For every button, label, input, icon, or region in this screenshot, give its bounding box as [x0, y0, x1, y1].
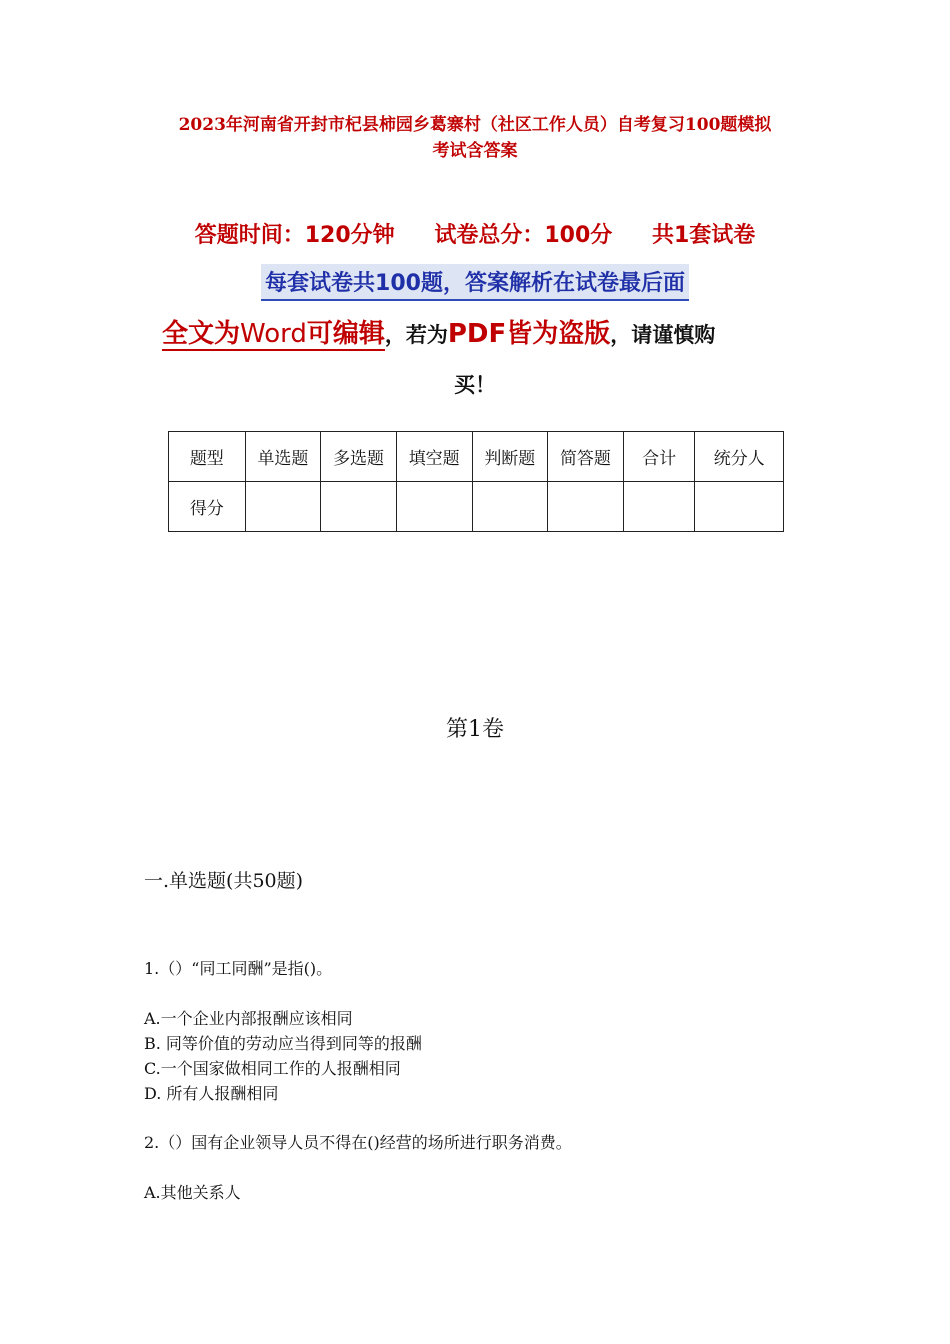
- question-2: [144, 1130, 572, 1205]
- notice-text-7: 买！: [454, 373, 496, 397]
- header-cell: 单选题: [245, 432, 321, 482]
- header-cell: 题型: [169, 432, 246, 482]
- option-d: D. 所有人报酬相同: [144, 1084, 279, 1103]
- section-heading: 一.单选题(共50题): [144, 870, 304, 892]
- notice-text-6: ，请谨慎购: [610, 323, 716, 347]
- title-line-1: 2023年河南省开封市杞县柿园乡葛寨村（社区工作人员）自考复习100题模拟: [178, 115, 772, 135]
- option-a: A.其他关系人: [144, 1183, 241, 1202]
- question-1: [144, 956, 422, 1106]
- notice-word: Word: [240, 319, 307, 349]
- exam-time: 答题时间：120分钟: [194, 223, 395, 248]
- title-line-2: 考试含答案: [432, 141, 518, 161]
- score-cell: [548, 482, 624, 532]
- exam-set-count: 共1套试卷: [651, 223, 756, 248]
- option-b: B. 同等价值的劳动应当得到同等的报酬: [144, 1034, 422, 1053]
- option-a: A.一个企业内部报酬应该相同: [144, 1009, 353, 1028]
- question-stem: 1.（）“同工同酬”是指()。: [144, 959, 333, 978]
- notice-part-1: [162, 319, 385, 351]
- notice-text-3: 可编辑: [306, 319, 385, 349]
- score-cell: [245, 482, 321, 532]
- score-table-score-row: [169, 482, 784, 532]
- score-table: [168, 431, 784, 532]
- volume-heading: 第1卷: [446, 717, 504, 742]
- header-cell: 多选题: [321, 432, 397, 482]
- score-row-label: 得分: [169, 482, 246, 532]
- score-cell: [472, 482, 548, 532]
- score-cell: [321, 482, 397, 532]
- copyright-notice: [162, 310, 802, 411]
- header-cell: 判断题: [472, 432, 548, 482]
- highlight-text: 每套试卷共100题，答案解析在试卷最后面: [261, 264, 689, 301]
- notice-text-1: 全文为: [162, 319, 241, 349]
- score-cell: [396, 482, 472, 532]
- score-cell: [695, 482, 784, 532]
- header-cell: 合计: [623, 432, 695, 482]
- document-title: [120, 112, 830, 164]
- header-cell: 填空题: [396, 432, 472, 482]
- question-stem: 2.（）国有企业领导人员不得在()经营的场所进行职务消费。: [144, 1133, 572, 1152]
- notice-text-4: ，若为: [384, 323, 448, 347]
- highlight-banner: [0, 264, 950, 301]
- option-c: C.一个国家做相同工作的人报酬相同: [144, 1059, 401, 1078]
- header-cell: 统分人: [695, 432, 784, 482]
- header-cell: 简答题: [548, 432, 624, 482]
- notice-pdf: PDF皆为盗版: [447, 319, 611, 349]
- exam-meta: [0, 218, 950, 249]
- score-table-header-row: [169, 432, 784, 482]
- score-cell: [623, 482, 695, 532]
- exam-total-score: 试卷总分：100分: [434, 223, 613, 248]
